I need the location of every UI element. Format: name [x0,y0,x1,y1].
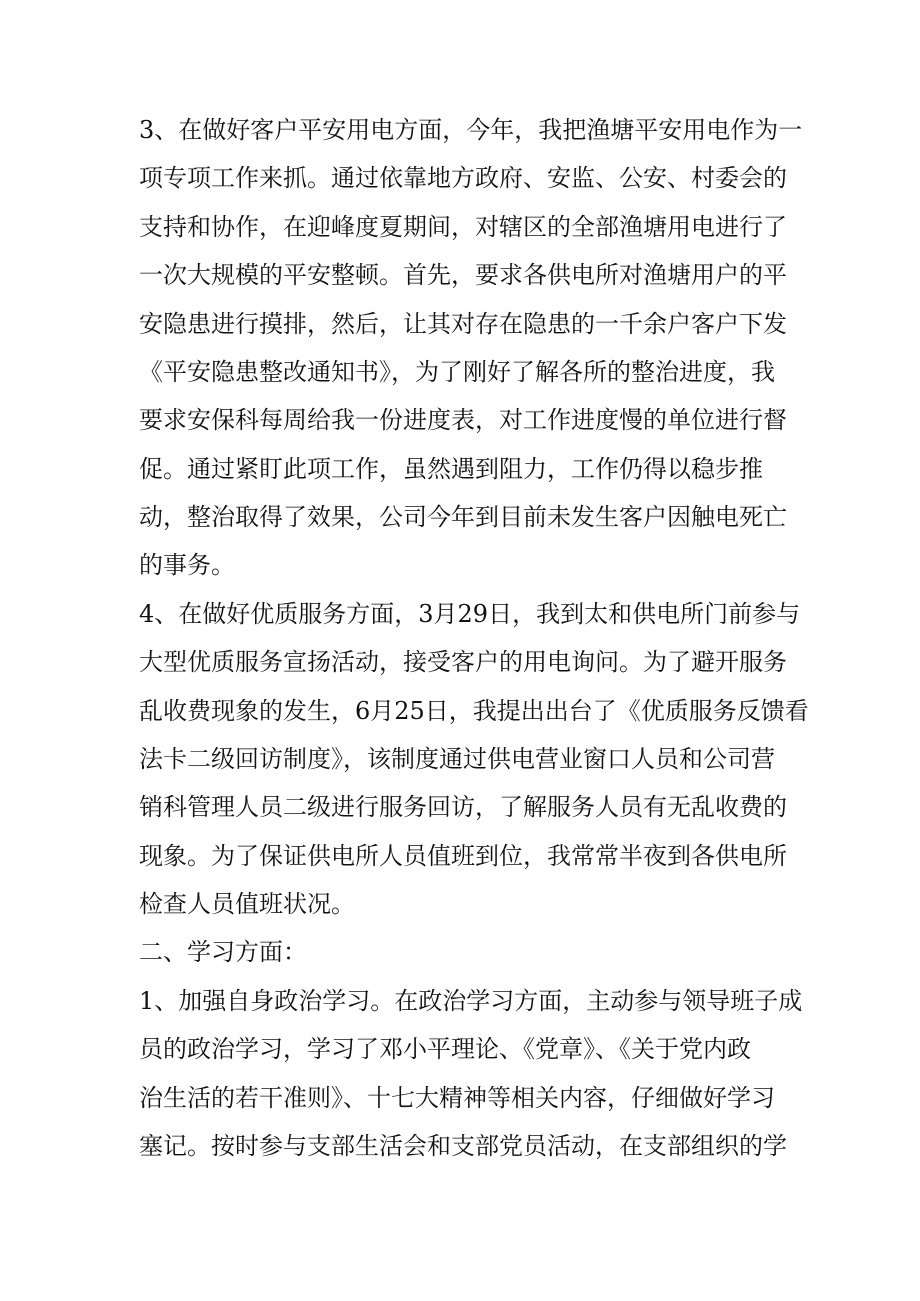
text-line: 项专项工作来抓。通过依靠地方政府、安监、公安、村委会的 [139,164,787,192]
text-line: 的事务。 [139,551,235,579]
text-line: 促。通过紧盯此项工作，虽然遇到阻力，工作仍得以稳步推 [139,455,763,483]
text-line: 大型优质服务宣扬活动，接受客户的用电询问。为了避开服务 [139,648,787,676]
text-line: 现象。为了保证供电所人员值班到位，我常常半夜到各供电所 [139,842,787,870]
text-line: 乱收费现象的发生，6月25日，我提出出台了《优质服务反馈看 [139,697,809,725]
section-heading: 二、学习方面： [139,938,307,966]
text-line: 检查人员值班状况。 [139,890,355,918]
text-line: 支持和协作，在迎峰度夏期间，对辖区的全部渔塘用电进行了 [139,213,787,241]
text-line: 《平安隐患整改通知书》，为了刚好了解各所的整治进度，我 [139,358,775,386]
text-line: 要求安保科每周给我一份进度表，对工作进度慢的单位进行督 [139,406,787,434]
text-line: 安隐患进行摸排，然后，让其对存在隐患的一千余户客户下发 [139,310,787,338]
text-line: 3、在做好客户平安用电方面，今年，我把渔塘平安用电作为一 [139,116,803,144]
text-line: 员的政治学习，学习了邓小平理论、《党章》、《关于党内政 [139,1035,751,1063]
text-line: 销科管理人员二级进行服务回访，了解服务人员有无乱收费的 [139,793,787,821]
text-line: 4、在做好优质服务方面，3月29日，我到太和供电所门前参与 [139,600,801,628]
text-line: 1、加强自身政治学习。在政治学习方面，主动参与领导班子成 [139,987,803,1015]
text-line: 一次大规模的平安整顿。首先，要求各供电所对渔塘用户的平 [139,261,787,289]
text-line: 塞记。按时参与支部生活会和支部党员活动，在支部组织的学 [139,1132,787,1160]
text-line: 治生活的若干准则》、十七大精神等相关内容，仔细做好学习 [139,1084,775,1112]
text-line: 动，整治取得了效果，公司今年到目前未发生客户因触电死亡 [139,503,787,531]
text-line: 法卡二级回访制度》，该制度通过供电营业窗口人员和公司营 [139,745,775,773]
